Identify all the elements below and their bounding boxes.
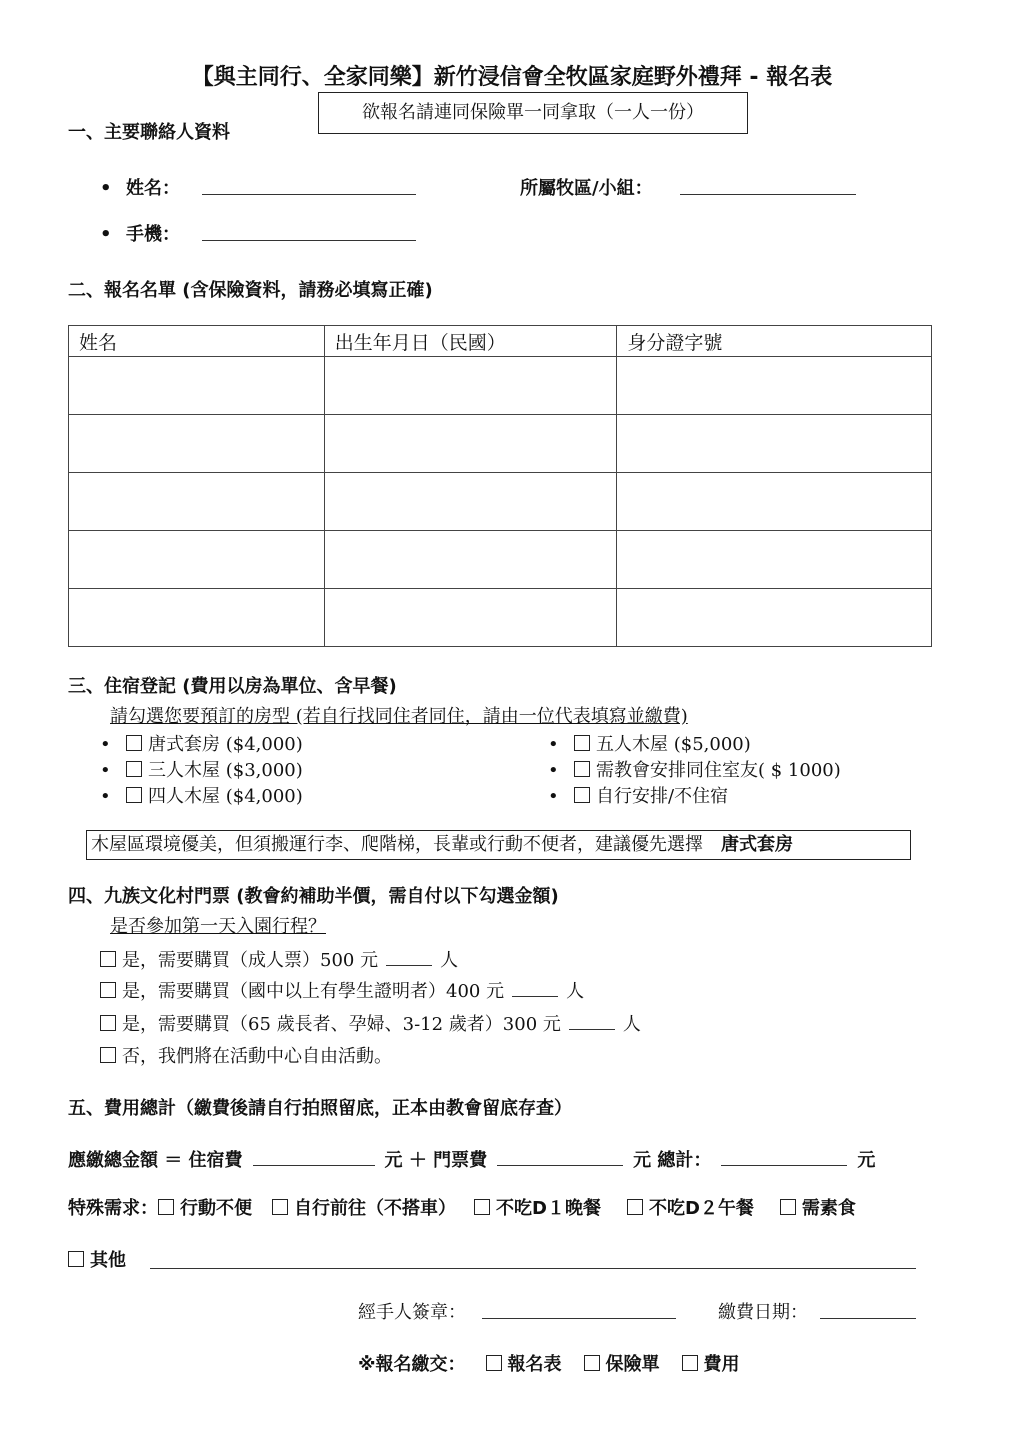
section5-heading: 五、費用總計（繳費後請自行拍照留底，正本由教會留底存查） — [68, 1098, 572, 1119]
room-option-label: 需教會安排同住室友( $ 1000) — [596, 760, 841, 781]
ticket-count-field[interactable] — [386, 947, 432, 966]
checkbox[interactable] — [574, 761, 590, 777]
table-row — [69, 589, 932, 647]
contact-name-row — [100, 174, 180, 200]
section4-heading: 四、九族文化村門票 (教會約補助半價，需自付以下勾選金額) — [68, 886, 559, 907]
room-option[interactable] — [548, 732, 841, 758]
room-option-label: 唐式套房 ($4,000) — [148, 734, 303, 755]
ticket-option-label: 是，需要購買（成人票）500 元 — [122, 950, 379, 971]
bullet-icon: • — [548, 786, 559, 807]
ticket-option-label: 否，我們將在活動中心自由活動。 — [122, 1046, 392, 1067]
room-option[interactable] — [548, 784, 841, 810]
submit-item-label: 報名表 — [507, 1354, 562, 1375]
col-header-id: 身分證字號 — [617, 326, 932, 357]
special-needs-label: 特殊需求： — [68, 1198, 158, 1219]
table-cell[interactable] — [69, 357, 325, 415]
table-cell[interactable] — [617, 415, 932, 473]
checkbox[interactable] — [627, 1199, 643, 1215]
handler-signature-field[interactable] — [482, 1300, 676, 1319]
lodging-fee-field[interactable] — [253, 1147, 375, 1166]
special-option[interactable] — [158, 1198, 252, 1219]
table-cell[interactable] — [69, 531, 325, 589]
submit-item-label: 費用 — [703, 1354, 740, 1375]
notice-box: 欲報名請連同保險單一同拿取（一人一份） — [318, 92, 748, 134]
group-field[interactable] — [680, 176, 856, 195]
payment-date-field[interactable] — [820, 1300, 916, 1319]
bullet-icon: • — [548, 760, 559, 781]
table-cell[interactable] — [617, 473, 932, 531]
checkbox[interactable] — [272, 1199, 288, 1215]
checkbox[interactable] — [68, 1251, 84, 1267]
room-options-left — [100, 732, 303, 810]
section2-heading: 二、報名名單 (含保險資料，請務必填寫正確) — [68, 280, 433, 301]
bullet-icon: • — [100, 734, 111, 755]
unit-label: 人 — [622, 1014, 641, 1035]
checkbox[interactable] — [100, 982, 116, 998]
special-option[interactable] — [780, 1198, 856, 1219]
special-option-label: 自行前往（不搭車） — [294, 1198, 456, 1219]
room-option[interactable] — [100, 784, 303, 810]
checkbox[interactable] — [126, 735, 142, 751]
unit-label: 人 — [566, 981, 585, 1002]
payment-date-label: 繳費日期： — [718, 1302, 808, 1323]
table-cell[interactable] — [69, 415, 325, 473]
submit-row — [358, 1350, 740, 1376]
room-instruction: 請勾選您要預訂的房型 (若自行找同住者同住，請由一位代表填寫並繳費) — [110, 706, 688, 727]
total-label: 應繳總金額 ＝ 住宿費 — [68, 1150, 243, 1171]
section1-heading: 一、主要聯絡人資料 — [68, 122, 230, 143]
bullet-icon: • — [100, 760, 111, 781]
checkbox[interactable] — [474, 1199, 490, 1215]
table-row — [69, 357, 932, 415]
special-option-label: 行動不便 — [180, 1198, 252, 1219]
yuan-total-label: 元 總計： — [633, 1150, 712, 1171]
group-label: 所屬牧區/小組： — [520, 178, 653, 199]
ticket-count-field[interactable] — [512, 978, 558, 997]
grand-total-field[interactable] — [721, 1147, 847, 1166]
table-cell[interactable] — [324, 589, 617, 647]
col-header-name: 姓名 — [69, 326, 325, 357]
ticket-count-field[interactable] — [569, 1011, 615, 1030]
special-option-label: 不吃D１晚餐 — [496, 1198, 601, 1219]
checkbox[interactable] — [100, 1015, 116, 1031]
yuan-label: 元 — [857, 1150, 876, 1171]
registration-table — [68, 325, 932, 647]
contact-phone-field[interactable] — [202, 222, 416, 241]
checkbox[interactable] — [574, 735, 590, 751]
room-option[interactable] — [548, 758, 841, 784]
checkbox[interactable] — [780, 1199, 796, 1215]
room-option[interactable] — [100, 732, 303, 758]
name-label: 姓名： — [126, 178, 180, 199]
checkbox[interactable] — [574, 787, 590, 803]
special-option-label: 不吃D２午餐 — [648, 1198, 754, 1219]
ticket-question: 是否參加第一天入園行程？ — [110, 916, 326, 937]
special-option[interactable] — [627, 1198, 754, 1219]
table-cell[interactable] — [617, 589, 932, 647]
room-option-label: 三人木屋 ($3,000) — [148, 760, 303, 781]
table-cell[interactable] — [69, 473, 325, 531]
other-label: 其他 — [90, 1250, 126, 1271]
table-cell[interactable] — [324, 357, 617, 415]
cabin-note-emphasis: 唐式套房 — [721, 834, 793, 855]
submit-item-label: 保險單 — [605, 1354, 660, 1375]
bullet-icon: • — [100, 224, 112, 245]
special-option-label: 需素食 — [801, 1198, 856, 1219]
checkbox[interactable] — [100, 1047, 116, 1063]
checkbox[interactable] — [126, 787, 142, 803]
checkbox[interactable] — [100, 951, 116, 967]
submit-item[interactable] — [584, 1354, 660, 1375]
contact-phone-row — [100, 220, 180, 246]
cabin-note-text: 木屋區環境優美，但須搬運行李、爬階梯，長輩或行動不便者，建議優先選擇 — [91, 834, 703, 855]
room-option-label: 四人木屋 ($4,000) — [148, 786, 303, 807]
room-options-right — [548, 732, 841, 810]
contact-name-field[interactable] — [202, 176, 416, 195]
bullet-icon: • — [100, 786, 111, 807]
checkbox[interactable] — [158, 1199, 174, 1215]
room-option[interactable] — [100, 758, 303, 784]
checkbox[interactable] — [584, 1355, 600, 1371]
table-row — [69, 531, 932, 589]
table-cell[interactable] — [69, 589, 325, 647]
table-cell[interactable] — [617, 357, 932, 415]
table-cell[interactable] — [324, 531, 617, 589]
submit-item[interactable] — [682, 1354, 740, 1375]
cabin-note-box — [86, 830, 911, 860]
unit-label: 人 — [440, 950, 459, 971]
table-cell[interactable] — [324, 415, 617, 473]
yuan-plus-label: 元 ＋ 門票費 — [384, 1150, 488, 1171]
table-row — [69, 473, 932, 531]
checkbox[interactable] — [126, 761, 142, 777]
total-row — [68, 1146, 875, 1172]
handler-label: 經手人簽章： — [358, 1302, 466, 1323]
submit-item[interactable] — [486, 1354, 562, 1375]
ticket-fee-field[interactable] — [497, 1147, 623, 1166]
table-row — [69, 415, 932, 473]
table-cell[interactable] — [617, 531, 932, 589]
checkbox[interactable] — [682, 1355, 698, 1371]
col-header-birthdate: 出生年月日（民國） — [324, 326, 617, 357]
ticket-option-label: 是，需要購買（國中以上有學生證明者）400 元 — [122, 981, 505, 1002]
phone-label: 手機： — [126, 224, 180, 245]
other-row — [68, 1246, 126, 1272]
checkbox[interactable] — [486, 1355, 502, 1371]
other-field[interactable] — [150, 1250, 916, 1269]
room-option-label: 自行安排/不住宿 — [596, 786, 729, 807]
bullet-icon: • — [100, 178, 112, 199]
bullet-icon: • — [548, 734, 559, 755]
ticket-option[interactable] — [100, 1010, 641, 1036]
special-needs-row — [68, 1194, 948, 1220]
special-option[interactable] — [474, 1198, 601, 1219]
page-title: 【與主同行、全家同樂】新竹浸信會全牧區家庭野外禮拜 - 報名表 — [191, 65, 833, 90]
submit-label: ※報名繳交： — [358, 1354, 466, 1375]
ticket-option[interactable] — [100, 1042, 392, 1068]
table-header-row — [69, 326, 932, 357]
ticket-option[interactable] — [100, 946, 458, 972]
ticket-option-label: 是，需要購買（65 歲長者、孕婦、3-12 歲者）300 元 — [122, 1014, 561, 1035]
section3-heading: 三、住宿登記 (費用以房為單位、含早餐) — [68, 676, 397, 697]
special-option[interactable] — [272, 1198, 456, 1219]
room-option-label: 五人木屋 ($5,000) — [596, 734, 751, 755]
table-cell[interactable] — [324, 473, 617, 531]
ticket-option[interactable] — [100, 977, 584, 1003]
